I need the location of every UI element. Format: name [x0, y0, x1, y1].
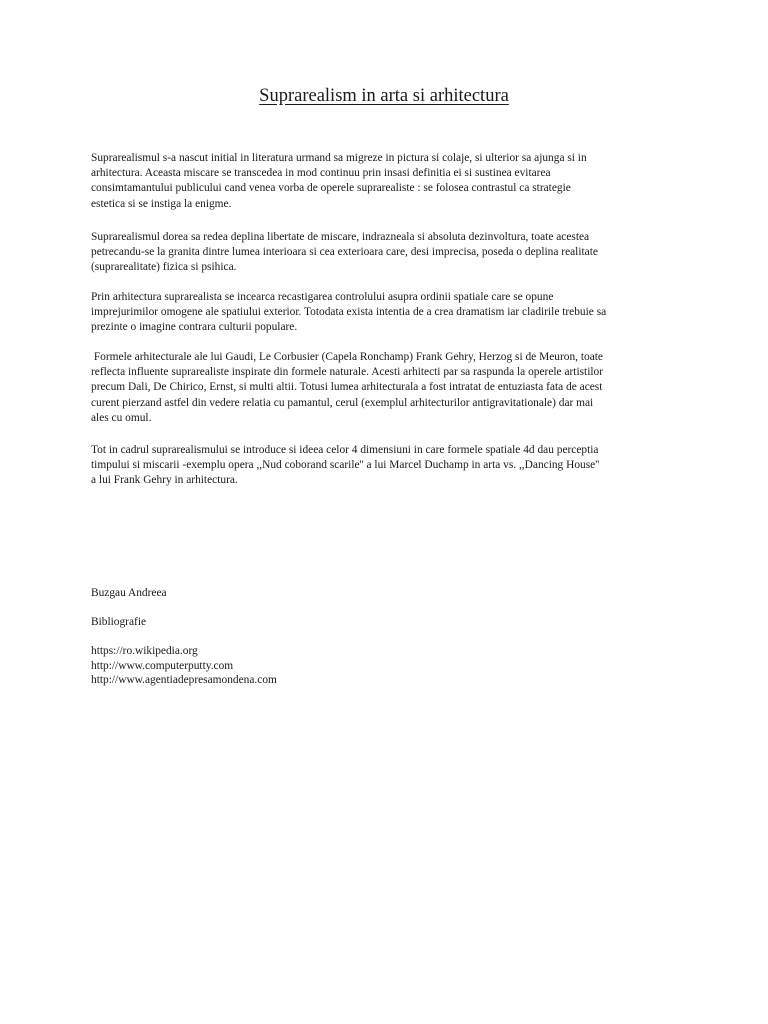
- bibliography-list: [91, 644, 277, 688]
- bibliography-heading: Bibliografie: [91, 616, 147, 628]
- text-line: prezinte o imagine contrara culturii populare.: [91, 321, 298, 334]
- paragraph: [91, 230, 691, 276]
- text-line: timpului si miscarii -exemplu opera ,,Nud coborand scarile'' a lui Marcel Duchamp in arta vs. ,,Dancing House'': [91, 459, 600, 472]
- text-line: imprejurimilor omogene ale spatiului exterior. Totodata exista intentia de a crea dramatism iar cladirile trebuie sa: [91, 306, 607, 319]
- text-line: Tot in cadrul suprarealismului se introduce si ideea celor 4 dimensiuni in care formele spatiale 4d dau perceptia: [91, 444, 599, 456]
- text-line: Suprarealismul dorea sa redea deplina libertate de miscare, indrazneala si absoluta dezinvoltura, toate acestea: [91, 231, 590, 243]
- text-line: estetica si se instiga la enigme.: [91, 197, 232, 210]
- bibliography-link[interactable]: https://ro.wikipedia.org: [91, 645, 198, 657]
- text-line: a lui Frank Gehry in arhitectura.: [91, 474, 238, 487]
- paragraph: [91, 350, 691, 426]
- text-line: Prin arhitectura suprarealista se incearca recastigarea controlului asupra ordinii spatiale care se opune: [91, 291, 554, 303]
- text-line: arhitectura. Aceasta miscare se transcedea in mod continuu prin insasi definitia ei si sustinea evitarea: [91, 167, 551, 180]
- paragraph: [91, 151, 691, 212]
- document-title: Suprarealism in arta si arhitectura: [259, 86, 509, 106]
- paragraph: [91, 443, 691, 489]
- text-line: precum Dali, De Chirico, Ernst, si multi altii. Totusi lumea arhitecturala a fost intratat de entuziasta fata de acest: [91, 381, 603, 394]
- text-line: petrecandu-se la granita dintre lumea interioara si cea exterioara care, desi imprecisa, poseda o deplina realitate: [91, 246, 598, 259]
- text-line: ales cu omul.: [91, 411, 152, 424]
- bibliography-link[interactable]: http://www.computerputty.com: [91, 659, 234, 672]
- text-line: (suprarealitate) fizica si psihica.: [91, 261, 237, 274]
- text-line: curent pierzand astfel din vedere relatia cu pamantul, cerul (exemplul arhitecturilor antigravitationale) dar mai: [91, 396, 594, 409]
- bibliography-link[interactable]: http://www.agentiadepresamondena.com: [91, 674, 277, 686]
- text-line: Formele arhitecturale ale lui Gaudi, Le Corbusier (Capela Ronchamp) Frank Gehry, Herzog si de Meuron, toate: [91, 351, 603, 363]
- text-line: consimtamantului publicului cand venea vorba de operele suprarealiste : se folosea contrastul ca strategie: [91, 182, 571, 195]
- paragraph: [91, 290, 691, 336]
- author-name: Buzgau Andreea: [91, 587, 167, 599]
- text-line: reflecta influente suprarealiste inspirate din formele naturale. Acesti arhitecti par sa raspunda la operele artistilor: [91, 366, 604, 379]
- text-line: Suprarealismul s-a nascut initial in literatura urmand sa migreze in pictura si colaje, si ulterior sa ajunga si in: [91, 152, 587, 164]
